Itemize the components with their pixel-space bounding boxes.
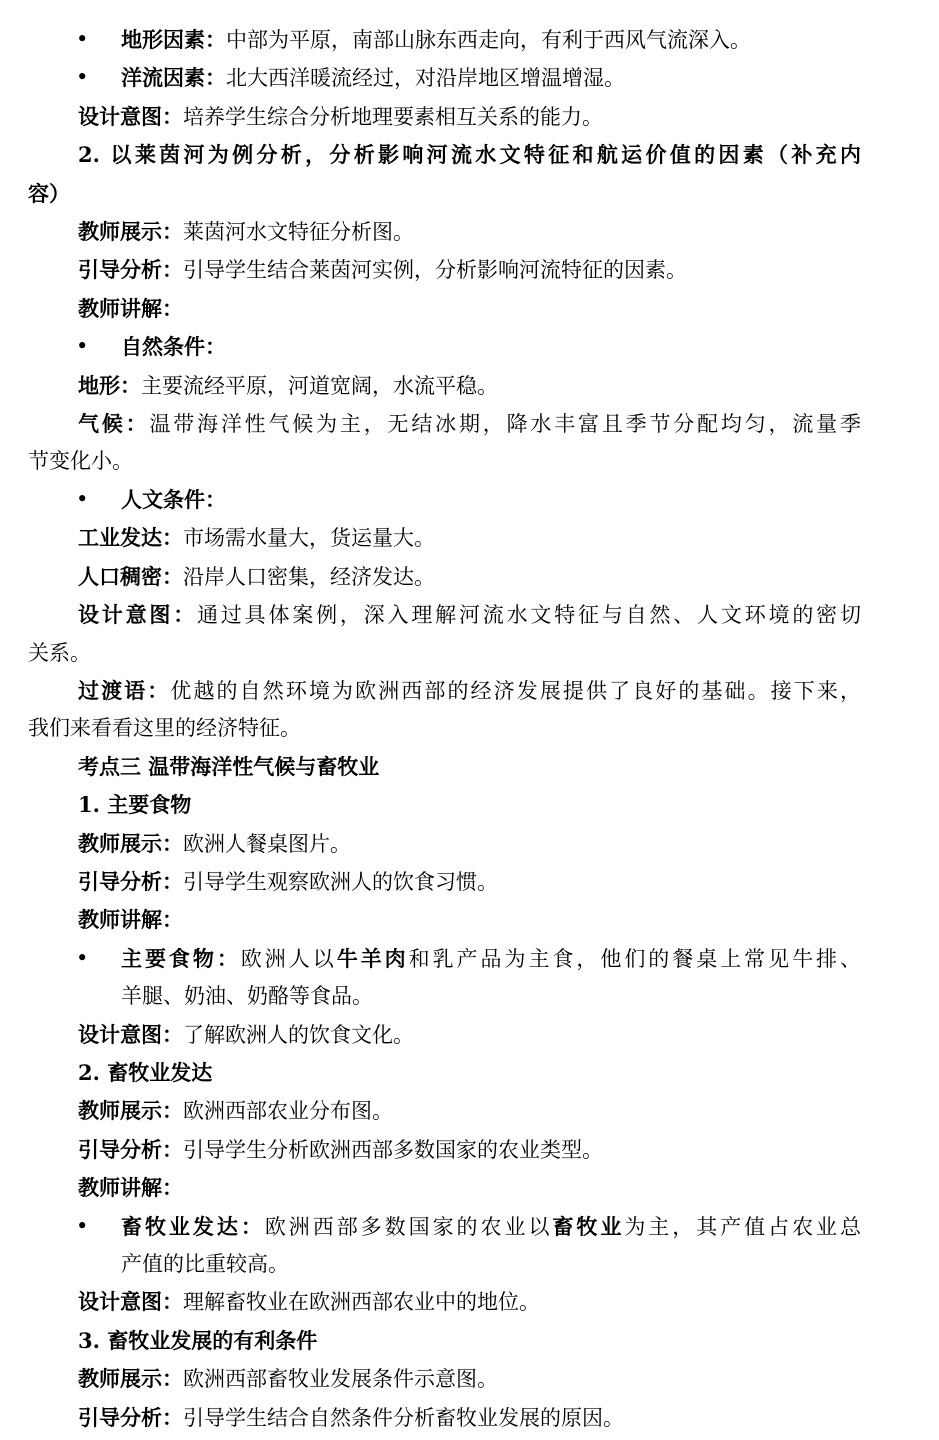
- text-line: [28, 1283, 861, 1321]
- bullet-dot: •: [76, 334, 89, 359]
- bold-label: 过渡语：: [78, 677, 171, 703]
- bullet-dot: •: [76, 65, 89, 90]
- body-text: 温带海洋性气候为主，无结冰期，降水丰富且季节分配均匀，流量季: [149, 412, 861, 437]
- section-heading: [28, 1322, 861, 1360]
- bold-label: 设计意图：: [78, 1021, 183, 1047]
- body-text: 通过具体案例，深入理解河流水文特征与自然、人文环境的密切: [197, 603, 861, 628]
- bold-label: 畜牧业发达：: [121, 1213, 265, 1239]
- text-line: [28, 825, 861, 863]
- bold-label: 人文条件：: [121, 486, 226, 512]
- bold-label: 畜牧业: [552, 1213, 625, 1239]
- text-line: [28, 1399, 861, 1437]
- body-text: 引导学生结合自然条件分析畜牧业发展的原因。: [183, 1405, 624, 1430]
- body-text: 欧洲西部多数国家的农业以: [264, 1214, 553, 1239]
- section-heading: [28, 786, 861, 824]
- text-line: [28, 1131, 861, 1169]
- text-line: [28, 290, 861, 328]
- bold-label: 2. 畜牧业发达: [78, 1059, 213, 1085]
- text-line: [28, 1246, 861, 1283]
- body-text: 莱茵河水文特征分析图。: [183, 220, 414, 245]
- text-line: [28, 443, 861, 480]
- body-text: 培养学生综合分析地理要素相互关系的能力。: [183, 104, 603, 129]
- bold-label: 主要食物：: [121, 945, 241, 971]
- text-line: [28, 367, 861, 405]
- body-text: 产值的比重较高。: [121, 1252, 289, 1276]
- bold-label: 人口稠密：: [78, 563, 183, 589]
- text-line: [28, 98, 861, 136]
- text-line: [28, 251, 861, 289]
- bold-label: 洋流因素：: [121, 65, 226, 91]
- bold-label: 容）: [28, 180, 70, 206]
- bold-label: 引导分析：: [78, 1404, 183, 1430]
- bullet-dot: •: [76, 1213, 89, 1238]
- bullet-item: [28, 21, 861, 59]
- bullet-item: [28, 1208, 861, 1246]
- section-heading: [28, 136, 861, 174]
- text-line: [28, 1016, 861, 1054]
- bullet-dot: •: [76, 945, 89, 970]
- bold-label: 教师展示：: [78, 1098, 183, 1124]
- bold-label: 设计意图：: [78, 602, 198, 628]
- text-line: [28, 1169, 861, 1207]
- text-line: [28, 1360, 861, 1398]
- bold-label: 教师讲解：: [78, 295, 183, 321]
- bold-label: 气候：: [78, 411, 150, 437]
- bold-label: 工业发达：: [78, 525, 183, 551]
- body-text: 中部为平原，南部山脉东西走向，有利于西风气流深入。: [226, 28, 751, 52]
- body-text: 了解欧洲人的饮食文化。: [183, 1022, 414, 1047]
- bold-label: 考点三 温带海洋性气候与畜牧业: [78, 753, 380, 779]
- body-text: 我们来看看这里的经济特征。: [28, 716, 301, 741]
- body-text: 引导学生分析欧洲西部多数国家的农业类型。: [183, 1137, 603, 1162]
- body-text: 欧洲西部畜牧业发展条件示意图。: [183, 1367, 498, 1392]
- bullet-item: [28, 328, 861, 366]
- bold-label: 牛羊肉: [336, 945, 409, 971]
- text-line: [28, 672, 861, 710]
- text-line: [28, 558, 861, 596]
- bold-label: 引导分析：: [78, 868, 183, 894]
- bold-label: 2. 以莱茵河为例分析，分析影响河流水文特征和航运价值的因素（补充内: [78, 142, 861, 168]
- text-line: [28, 863, 861, 901]
- bold-label: 地形：: [78, 372, 141, 398]
- body-text: 欧洲人餐桌图片。: [183, 831, 351, 856]
- bullet-item: [28, 940, 861, 978]
- body-text: 北大西洋暖流经过，对沿岸地区增温增湿。: [226, 66, 625, 91]
- section-heading: [28, 1054, 861, 1092]
- bold-label: 3. 畜牧业发展的有利条件: [78, 1327, 318, 1353]
- bold-label: 教师展示：: [78, 1366, 183, 1392]
- text-line: [28, 978, 861, 1015]
- text-line: [28, 901, 861, 939]
- bold-label: 1. 主要食物: [78, 792, 192, 818]
- body-text: 欧洲人以: [240, 946, 337, 971]
- bold-label: 自然条件：: [121, 334, 226, 360]
- bullet-dot: •: [76, 486, 89, 511]
- body-text: 主要流经平原，河道宽阔，水流平稳。: [141, 373, 498, 398]
- body-text: 关系。: [28, 640, 91, 665]
- body-text: 沿岸人口密集，经济发达。: [183, 564, 435, 589]
- body-text: 羊腿、奶油、奶酪等食品。: [121, 984, 373, 1009]
- bold-label: 引导分析：: [78, 257, 183, 283]
- body-text: 和乳产品为主食，他们的餐桌上常见牛排、: [408, 946, 862, 971]
- body-text: 为主，其产值占农业总: [624, 1214, 862, 1239]
- bold-label: 地形因素：: [121, 27, 226, 52]
- text-line: [28, 519, 861, 557]
- text-line: [28, 213, 861, 251]
- bold-label: 设计意图：: [78, 1289, 183, 1315]
- body-text: 优越的自然环境为欧洲西部的经济发展提供了良好的基础。接下来，: [170, 678, 862, 703]
- bold-label: 引导分析：: [78, 1136, 183, 1162]
- text-line: [28, 175, 861, 213]
- bullet-item: [28, 59, 861, 97]
- text-line: [28, 596, 861, 634]
- bold-label: 教师讲解：: [78, 1175, 183, 1201]
- text-line: [28, 710, 861, 747]
- body-text: 引导学生观察欧洲人的饮食习惯。: [183, 869, 498, 894]
- body-text: 欧洲西部农业分布图。: [183, 1099, 393, 1124]
- section-heading: [28, 748, 861, 786]
- bold-label: 教师讲解：: [78, 907, 183, 933]
- body-text: 市场需水量大，货运量大。: [183, 526, 435, 551]
- bold-label: 设计意图：: [78, 103, 183, 129]
- text-line: [28, 405, 861, 443]
- bold-label: 教师展示：: [78, 219, 183, 245]
- body-text: 节变化小。: [28, 449, 133, 474]
- text-line: [28, 635, 861, 672]
- text-line: [28, 1092, 861, 1130]
- body-text: 引导学生结合莱茵河实例，分析影响河流特征的因素。: [183, 258, 687, 283]
- bold-label: 教师展示：: [78, 830, 183, 856]
- bullet-dot: •: [76, 27, 89, 51]
- body-text: 理解畜牧业在欧洲西部农业中的地位。: [183, 1290, 540, 1315]
- bullet-item: [28, 481, 861, 519]
